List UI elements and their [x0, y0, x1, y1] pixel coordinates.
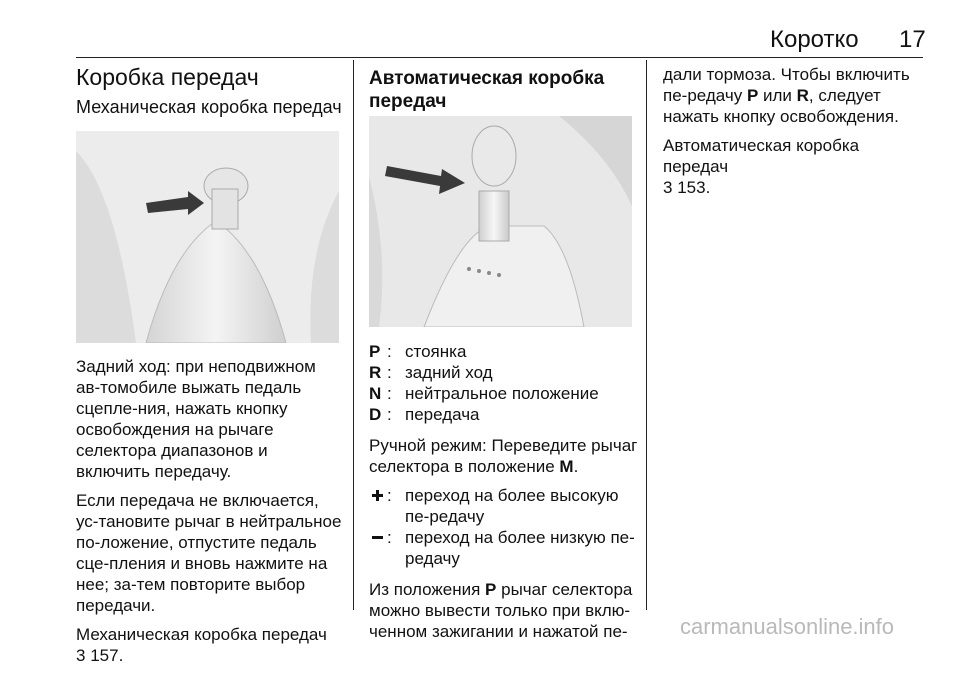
cross-reference-page: 153. [677, 178, 711, 197]
upshift-label: переход на более высокую пе-редачу [405, 486, 619, 526]
park-key: P [485, 580, 497, 599]
list-item [369, 527, 639, 569]
position-key: N [369, 384, 382, 403]
park-release-text-end: рычаг селектора можно вывести только при вклю-ченном зажигании и нажатой пе- [369, 580, 633, 641]
brake-text-or: или [758, 86, 797, 105]
cross-reference [76, 624, 344, 666]
page-number: 17 [899, 26, 926, 53]
separator: : [387, 342, 392, 361]
list-item [369, 383, 639, 404]
manual-mode-text: Ручной режим: Переведите рычаг селектора в положение [369, 436, 638, 476]
cross-reference-text: Механическая коробка передач [76, 625, 327, 644]
key-r: R [796, 86, 809, 105]
brake-text: дали тормоза. Чтобы включить пе-редачу [663, 65, 910, 105]
separator: : [387, 528, 392, 547]
manual-mode-end: . [573, 457, 579, 476]
column-continuation [663, 64, 925, 206]
header-rule [76, 57, 923, 58]
watermark: carmanualsonline.info [680, 614, 895, 639]
list-item [369, 341, 639, 362]
park-release-text: Из положения [369, 580, 486, 599]
key-p: P [746, 86, 759, 105]
position-key: P [369, 342, 381, 361]
position-label: нейтральное положение [405, 384, 599, 403]
downshift-label: переход на более низкую пе-редачу [405, 528, 635, 568]
subsection-heading: Механическая коробка передач [76, 97, 342, 117]
column-manual-gearbox [76, 64, 344, 119]
position-key: D [369, 405, 382, 424]
cross-reference-page: 157. [90, 646, 124, 665]
separator: : [387, 486, 392, 505]
paragraph-brake [663, 64, 925, 127]
section-heading: Коробка передач [76, 64, 259, 90]
separator: : [387, 384, 392, 403]
manual-mode-key: M [559, 457, 574, 476]
position-key: R [369, 363, 382, 382]
minus-icon [369, 527, 387, 548]
column-automatic-heading [369, 67, 637, 113]
paragraph-no-gear: Если передача не включается, ус-тановите рычаг в нейтральное по-ложение, отпустите педаль сце-пления и вновь нажмите на нее; за-тем повторите выбор передачи. [76, 491, 342, 615]
page-ref-icon: 3 [76, 646, 86, 665]
separator: : [387, 405, 392, 424]
cross-reference-text: Автоматическая коробка передач [663, 136, 860, 176]
list-item [369, 362, 639, 383]
paragraph-manual-mode [369, 435, 639, 477]
list-item [369, 404, 639, 425]
selector-positions-list [369, 341, 639, 425]
position-label: передача [405, 405, 480, 424]
manual-gear-lever-figure [76, 131, 339, 343]
paragraph-reverse: Задний ход: при неподвижном ав-томобиле выжать педаль сцепле-ния, нажать кнопку освобождения на рычаге селектора диапазонов и включить передачу. [76, 357, 316, 481]
list-item [369, 485, 639, 527]
position-label: стоянка [405, 342, 467, 361]
cross-reference [663, 135, 925, 198]
automatic-selector-figure [369, 116, 632, 327]
column-divider-2 [646, 60, 647, 610]
column-manual-text [76, 356, 344, 674]
separator: : [387, 363, 392, 382]
automatic-heading: Автоматическая коробка передач [369, 68, 605, 112]
running-header-title: Коротко [770, 26, 859, 53]
plus-icon [369, 485, 387, 506]
page-ref-icon: 3 [663, 178, 673, 197]
column-divider-1 [353, 60, 354, 610]
position-label: задний ход [405, 363, 493, 382]
paragraph-park-release [369, 579, 639, 642]
brake-text-end: , следует нажать кнопку освобождения. [663, 86, 899, 126]
column-automatic-text [369, 341, 639, 650]
manual-shift-list [369, 485, 639, 569]
